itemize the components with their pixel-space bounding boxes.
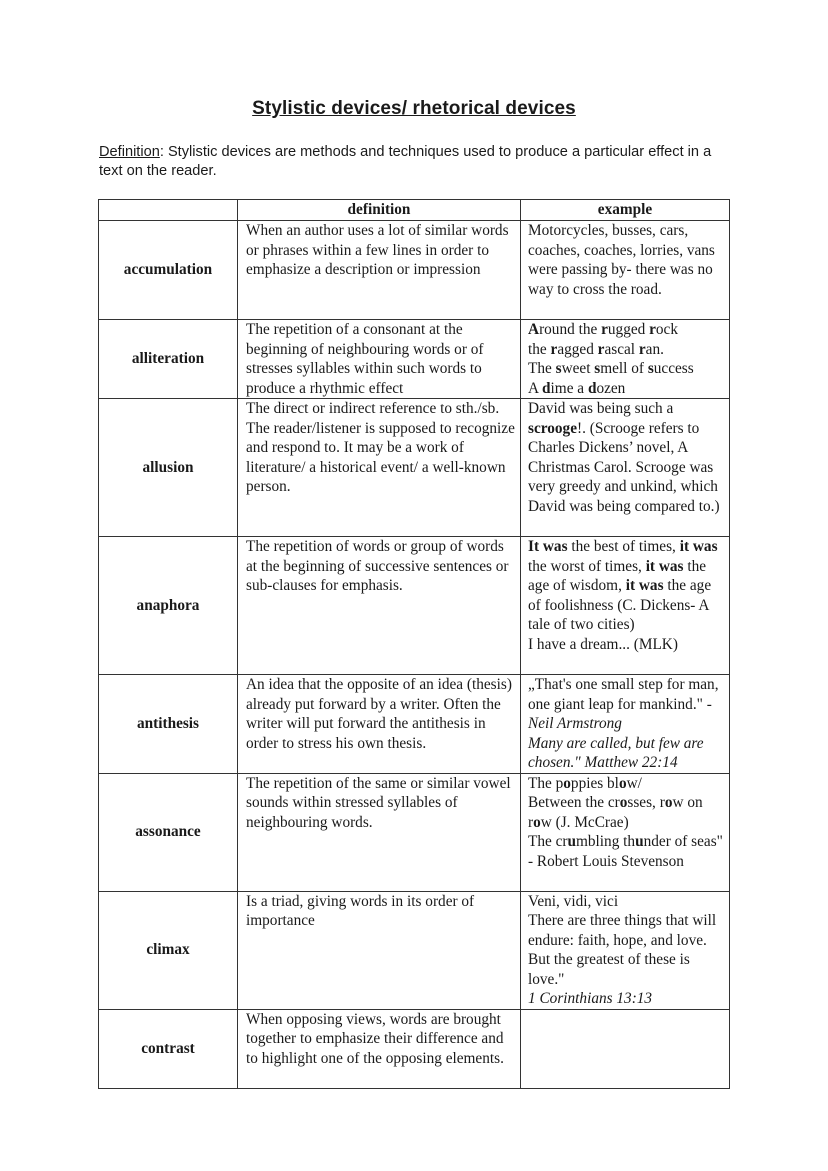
example-line: Many are called, but few are chosen." Matthew 22:14: [528, 734, 704, 771]
device-term: alliteration: [99, 320, 238, 399]
header-definition: definition: [238, 200, 521, 221]
example-line: Between the crosses, row on row (J. McCrae): [528, 794, 703, 831]
example-line: Around the rugged rock: [528, 321, 678, 338]
device-term: accumulation: [99, 221, 238, 320]
device-term: antithesis: [99, 675, 238, 774]
table-row: [99, 773, 730, 891]
device-definition: The repetition of the same or similar vowel sounds within stressed syllables of neighbouring words.: [238, 773, 521, 891]
example-line: The crumbling thunder of seas" - Robert Louis Stevenson: [528, 833, 723, 870]
example-line: I have a dream... (MLK): [528, 635, 678, 653]
example-line: David was being such a scrooge!. (Scrooge refers to Charles Dickens’ novel, A Christmas Carol. Scrooge was very greedy and unkind, which David was being compared to.): [528, 400, 720, 515]
device-definition: An idea that the opposite of an idea (thesis) already put forward by a writer. Often the writer will put forward the antithesis in order to stress his own thesis.: [238, 675, 521, 774]
device-definition: The repetition of words or group of words at the beginning of successive sentences or sub-clauses for emphasis.: [238, 537, 521, 675]
device-term: climax: [99, 891, 238, 1009]
page-title: Stylistic devices/ rhetorical devices: [252, 98, 576, 119]
device-example: Motorcycles, busses, cars, coaches, coaches, lorries, vans were passing by- there was no way to cross the road.: [521, 221, 730, 320]
device-example: [521, 537, 730, 675]
example-line: 1 Corinthians 13:13: [528, 990, 653, 1007]
device-example: [521, 399, 730, 537]
device-example: [521, 675, 730, 774]
example-line: „That's one small step for man, one giant leap for mankind." - Neil Armstrong: [528, 676, 719, 732]
example-line: There are three things that will endure: faith, hope, and love. But the greatest of these is love.": [528, 912, 717, 988]
device-term: contrast: [99, 1009, 238, 1088]
example-line: Veni, vidi, vici: [528, 892, 619, 910]
device-definition: Is a triad, giving words in its order of importance: [238, 891, 521, 1009]
table-row: [99, 675, 730, 774]
example-line: The sweet smell of success: [528, 360, 694, 377]
device-example: [521, 1009, 730, 1088]
device-term: assonance: [99, 773, 238, 891]
device-example: [521, 891, 730, 1009]
device-term: allusion: [99, 399, 238, 537]
definition-label: Definition: [99, 144, 160, 160]
table-header-row: [99, 200, 730, 221]
device-definition: The direct or indirect reference to sth./sb. The reader/listener is supposed to recognize and respond to. It may be a work of literature/ a historical event/ a well-known person.: [238, 399, 521, 537]
table-row: [99, 320, 730, 399]
table-row: [99, 1009, 730, 1088]
definition-text: : Stylistic devices are methods and techniques used to produce a particular effect in a text on the reader.: [99, 144, 712, 179]
table-row: [99, 221, 730, 320]
device-definition: The repetition of a consonant at the beginning of neighbouring words or of stresses syllables within such words to produce a rhythmic effect: [238, 320, 521, 399]
header-example: example: [521, 200, 730, 221]
example-line: A dime a dozen: [528, 379, 626, 397]
intro-paragraph: [99, 143, 719, 181]
device-term: anaphora: [99, 537, 238, 675]
devices-table: [98, 199, 730, 1089]
device-definition: When opposing views, words are brought together to emphasize their difference and to highlight one of the opposing elements.: [238, 1009, 521, 1088]
example-line: the ragged rascal ran.: [528, 340, 664, 358]
example-line: The poppies blow/: [528, 774, 642, 792]
device-example: [521, 773, 730, 891]
table-row: [99, 399, 730, 537]
table-row: [99, 891, 730, 1009]
example-line: It was the best of times, it was the worst of times, it was the age of wisdom, it was the age of foolishness (C. Dickens- A tale of two cities): [528, 538, 718, 633]
device-example: [521, 320, 730, 399]
device-definition: When an author uses a lot of similar words or phrases within a few lines in order to emphasize a description or impression: [238, 221, 521, 320]
table-row: [99, 537, 730, 675]
header-term: [99, 200, 238, 221]
